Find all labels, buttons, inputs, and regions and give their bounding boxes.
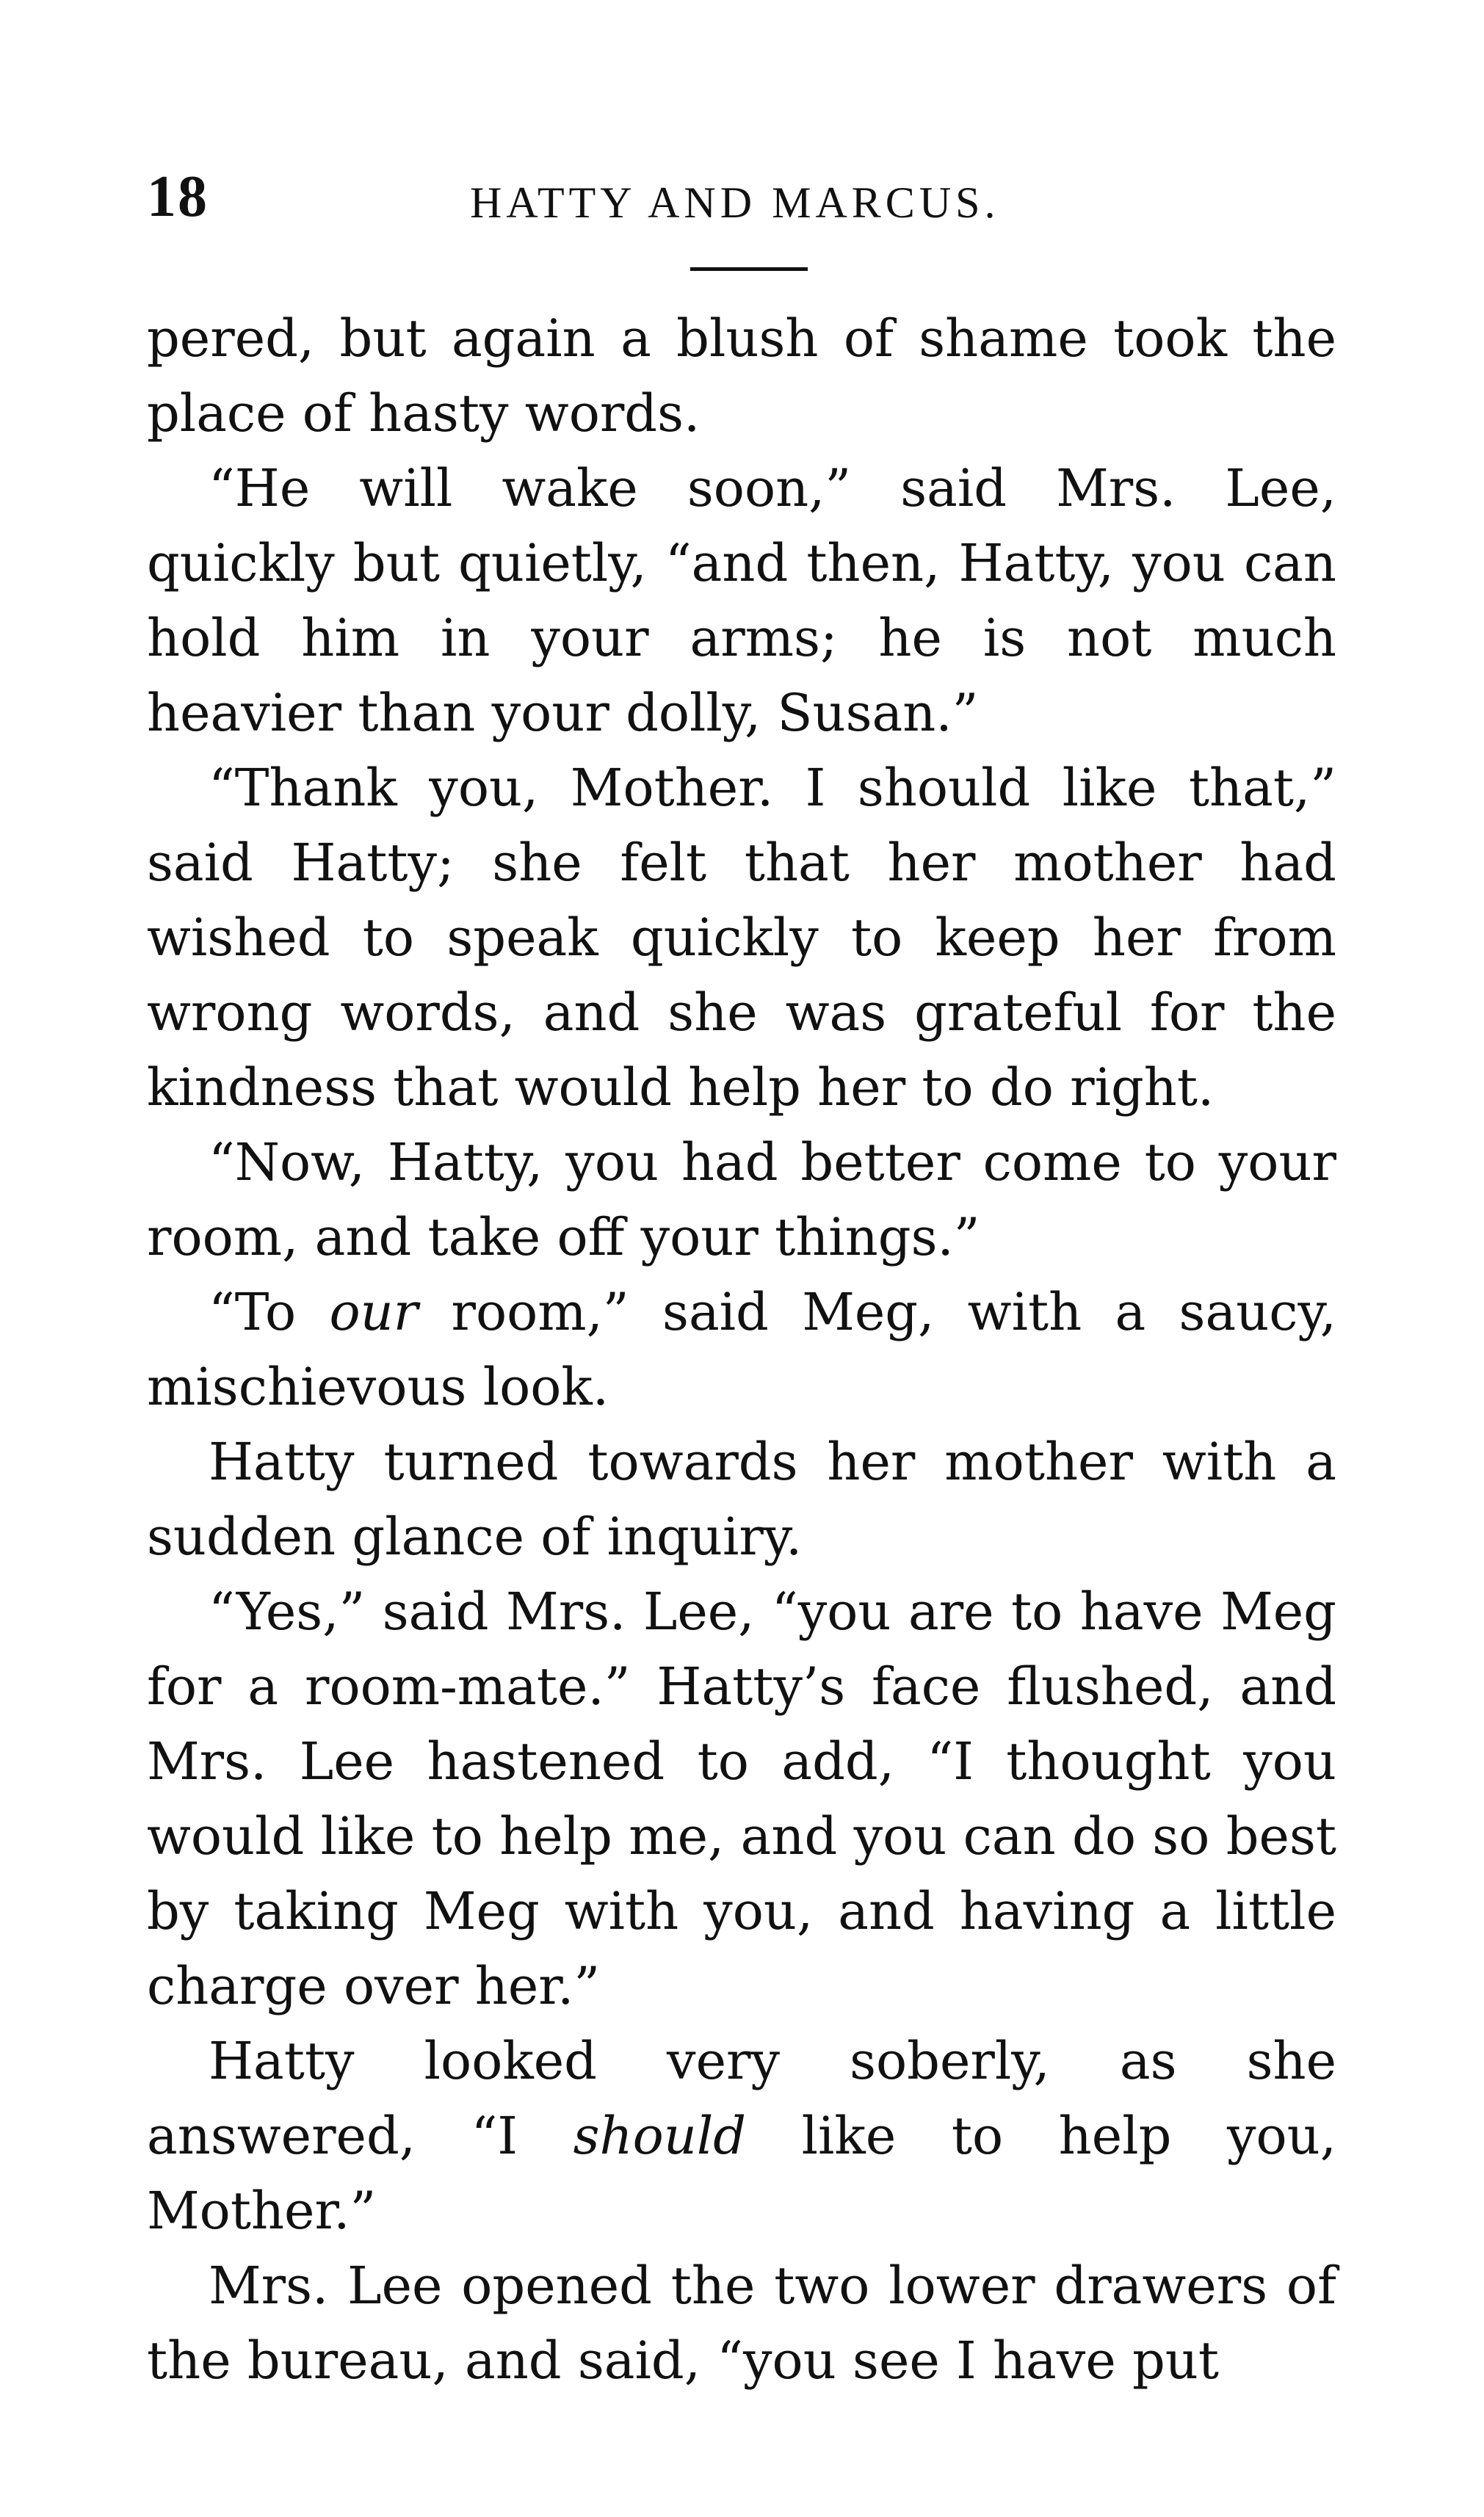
paragraph [147,1275,1336,1424]
paragraph [147,1574,1336,2024]
paragraph-text: pered, but again a blush of shame took the place of hasty words. [147,308,1336,443]
paragraph-text: “Yes,” said Mrs. Lee, “you are to have Meg for a room-mate.” Hatty’s face flushed, and Mrs. Lee hastened to add, “I thought you would like to help me, and you can do so best by taking Meg with you, and having a little charge over her.” [147,1582,1336,2016]
paragraph-text: “To [209,1282,330,1342]
italic-text: our [329,1282,419,1342]
paragraph [147,451,1336,750]
paragraph-text: like to help you, Mother.” [147,2106,1336,2241]
paragraph [147,1424,1336,1574]
page-header [147,164,1338,256]
paragraph-text: “He will wake soon,” said Mrs. Lee, quickly but quietly, “and then, Hatty, you can hold him in your arms; he is not much heavier than your dolly, Susan.” [147,458,1336,743]
paragraph [147,2248,1336,2398]
italic-text: should [573,2106,747,2166]
body-text [147,301,1336,2398]
paragraph [147,1125,1336,1275]
page-number: 18 [147,164,209,229]
paragraph [147,2024,1336,2248]
paragraph-text: room,” said Meg, with a saucy, mischievous look. [147,1282,1336,1417]
paragraph [147,301,1336,451]
paragraph-text: Hatty looked very soberly, as she answered, “I [147,2031,1336,2166]
paragraph-text: Hatty turned towards her mother with a sudden glance of inquiry. [147,1432,1336,1567]
paragraph-text: “Now, Hatty, you had better come to your room, and take off your things.” [147,1132,1336,1267]
paragraph-text: “Thank you, Mother. I should like that,” said Hatty; she felt that her mother had wished to speak quickly to keep her from wrong words, and she was grateful for the kindness that would help her to do right. [147,758,1336,1118]
header-rule [690,267,808,271]
running-title: HATTY AND MARCUS. [470,178,1000,227]
paragraph [147,750,1336,1125]
paragraph-text: Mrs. Lee opened the two lower drawers of the bureau, and said, “you see I have put [147,2256,1336,2391]
